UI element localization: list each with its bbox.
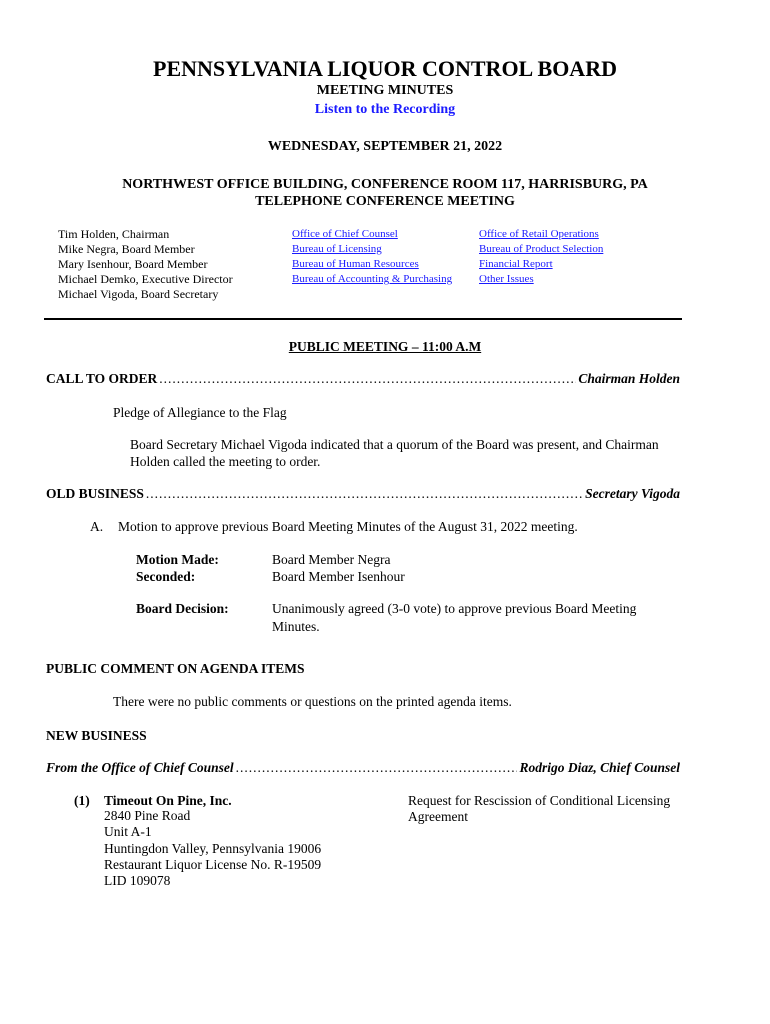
- chief-counsel-line: [46, 759, 680, 776]
- seconded-value: Board Member Isenhour: [272, 569, 405, 584]
- member-item: Mary Isenhour, Board Member: [58, 257, 208, 271]
- address-line: Restaurant Liquor License No. R-19509: [104, 856, 322, 872]
- meeting-type: TELEPHONE CONFERENCE MEETING: [255, 194, 515, 209]
- board-members-list: [58, 227, 233, 302]
- document-subtitle: MEETING MINUTES: [316, 83, 454, 98]
- dot-leader: [236, 759, 518, 776]
- listen-recording-link[interactable]: Listen to the Recording: [314, 102, 456, 117]
- link-other-issues[interactable]: Other Issues: [479, 273, 534, 285]
- call-to-order-presenter: Chairman Holden: [578, 371, 680, 386]
- old-business-item-text: Motion to approve previous Board Meeting Minutes of the August 31, 2022 meeting.: [118, 519, 578, 534]
- document-title: PENNSYLVANIA LIQUOR CONTROL BOARD: [153, 56, 617, 81]
- item-number: (1): [74, 793, 90, 808]
- old-business-presenter: Secretary Vigoda: [585, 486, 680, 501]
- motion-made-label: Motion Made:: [136, 552, 219, 567]
- meeting-date: WEDNESDAY, SEPTEMBER 21, 2022: [267, 139, 503, 154]
- link-financial-report[interactable]: Financial Report: [479, 258, 553, 270]
- quorum-text-line1: Board Secretary Michael Vigoda indicated that a quorum of the Board was present, and Chairman: [130, 437, 659, 452]
- link-bureau-product-selection[interactable]: Bureau of Product Selection: [479, 243, 604, 255]
- section-links-col2: [479, 227, 603, 287]
- link-bureau-human-resources[interactable]: Bureau of Human Resources: [292, 258, 419, 270]
- from-office-label: From the Office of Chief Counsel: [46, 760, 234, 775]
- public-meeting-heading: PUBLIC MEETING – 11:00 A.M: [288, 339, 482, 354]
- quorum-text-line2: Holden called the meeting to order.: [130, 454, 321, 469]
- recording-link-wrap: [0, 101, 770, 118]
- address-line: Unit A-1: [104, 824, 152, 840]
- call-to-order-label: CALL TO ORDER: [46, 371, 158, 386]
- member-item: Michael Vigoda, Board Secretary: [58, 287, 219, 301]
- link-bureau-accounting[interactable]: Bureau of Accounting & Purchasing: [292, 273, 453, 285]
- link-office-retail-operations[interactable]: Office of Retail Operations: [479, 228, 599, 240]
- member-item: Tim Holden, Chairman: [58, 227, 170, 241]
- motion-made-value: Board Member Negra: [272, 552, 391, 567]
- dot-leader: [159, 370, 576, 387]
- board-decision-label: Board Decision:: [136, 601, 229, 616]
- link-bureau-licensing[interactable]: Bureau of Licensing: [292, 243, 382, 255]
- section-links-col1: [292, 227, 452, 287]
- seconded-label: Seconded:: [136, 569, 196, 584]
- chief-counsel-presenter: Rodrigo Diaz, Chief Counsel: [519, 760, 680, 775]
- address-line: Huntingdon Valley, Pennsylvania 19006: [104, 840, 322, 856]
- pledge-text: Pledge of Allegiance to the Flag: [113, 405, 287, 420]
- member-item: Michael Demko, Executive Director: [58, 272, 233, 286]
- link-office-chief-counsel[interactable]: Office of Chief Counsel: [292, 228, 398, 240]
- header-divider: [44, 318, 682, 320]
- new-business-heading: NEW BUSINESS: [46, 728, 147, 743]
- old-business-label: OLD BUSINESS: [46, 486, 144, 501]
- public-comment-text: There were no public comments or questions on the printed agenda items.: [113, 694, 512, 709]
- request-text-line2: Agreement: [408, 809, 468, 824]
- board-decision-line1: Unanimously agreed (3-0 vote) to approve previous Board Meeting: [272, 601, 637, 616]
- board-decision-line2: Minutes.: [272, 619, 320, 634]
- request-text-line1: Request for Rescission of Conditional Licensing: [408, 793, 671, 808]
- call-to-order-line: [46, 370, 680, 387]
- dot-leader: [146, 485, 583, 502]
- member-item: Mike Negra, Board Member: [58, 242, 195, 256]
- address-line: LID 109078: [104, 873, 171, 889]
- licensee-address: [104, 808, 321, 889]
- address-line: 2840 Pine Road: [104, 808, 191, 823]
- old-business-line: [46, 485, 680, 502]
- public-comment-heading: PUBLIC COMMENT ON AGENDA ITEMS: [46, 661, 305, 676]
- licensee-name: Timeout On Pine, Inc.: [104, 793, 232, 808]
- meeting-location: NORTHWEST OFFICE BUILDING, CONFERENCE ROOM 117, HARRISBURG, PA: [122, 177, 648, 192]
- old-business-item-letter: A.: [90, 519, 104, 534]
